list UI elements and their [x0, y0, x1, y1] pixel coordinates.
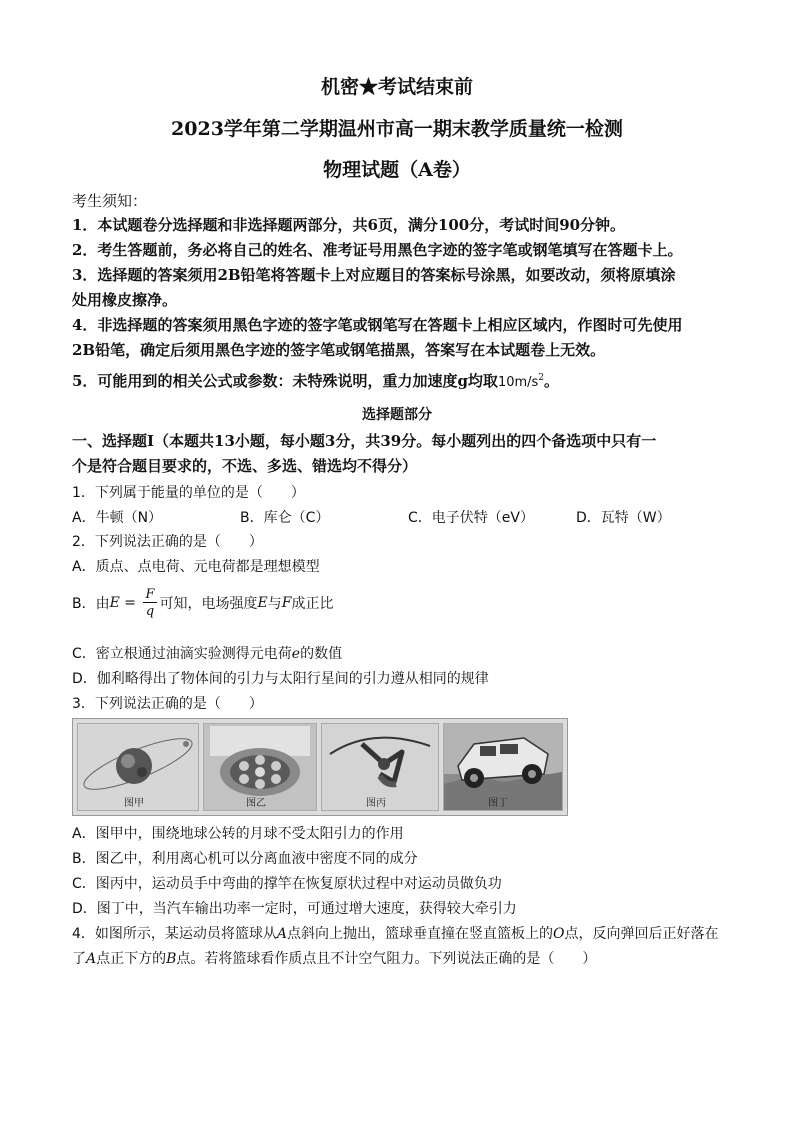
- q1-option-d: D．瓦特（W）: [576, 510, 671, 526]
- q3-figure-strip: [72, 718, 568, 816]
- q2-option-b-and: 与: [267, 596, 282, 612]
- symbol-e: E: [257, 595, 268, 611]
- notice-item-4: 4．非选择题的答案须用黑色字迹的签字笔或钢笔写在答题卡上相应区域内，作图时可先使用: [72, 316, 683, 334]
- symbol-charge-e: e: [291, 646, 301, 662]
- figure-bing: [321, 723, 439, 811]
- q1-option-c: C．电子伏特（eV）: [408, 510, 534, 526]
- q1-option-b: B．库仑（C）: [240, 510, 330, 526]
- q3-option-c: C．图丙中，运动员手中弯曲的撑竿在恢复原状过程中对运动员做负功: [72, 876, 502, 892]
- point-b: B: [166, 951, 177, 967]
- notice-item-5: [72, 370, 559, 391]
- caption-yi: 图乙: [246, 798, 266, 809]
- q2-option-b-mid: 可知，电场强度: [159, 596, 258, 612]
- part1-instructions: 一、选择题Ⅰ（本题共13小题，每小题3分，共39分。每小题列出的四个备选项中只有一: [72, 432, 657, 450]
- q2-option-b-prefix: B．由: [72, 596, 110, 612]
- confidential-label: 机密★考试结束前: [320, 76, 473, 98]
- q3-option-a: A．图甲中，围绕地球公转的月球不受太阳引力的作用: [72, 826, 404, 842]
- q2-option-b: [72, 588, 333, 618]
- formula-fraction: [143, 588, 156, 618]
- figure-yi: [203, 723, 317, 811]
- q4-line2-b: 点正下方的: [96, 951, 167, 967]
- q4-line2-c: 点。若将篮球看作质点且不计空气阻力。下列说法正确的是（ ）: [176, 951, 597, 967]
- q4-line1-a: 4．如图所示，某运动员将篮球从: [72, 926, 277, 942]
- q4-stem: [72, 923, 719, 943]
- point-a-2: A: [86, 951, 97, 967]
- q2-option-b-suffix: 成正比: [291, 596, 334, 612]
- q4-line1-b: 点斜向上抛出，篮球垂直撞在竖直篮板上的: [287, 926, 554, 942]
- point-o: O: [553, 926, 565, 942]
- notice-title: 考生须知：: [72, 192, 148, 210]
- part1-instructions-cont: 个是符合题目要求的，不选、多选、错选均不得分）: [72, 457, 418, 475]
- q2-option-c-suffix: 的数值: [300, 646, 343, 662]
- q2-option-c-prefix: C．密立根通过油滴实验测得元电荷: [72, 646, 292, 662]
- symbol-f: F: [281, 595, 292, 611]
- q1-stem: 1．下列属于能量的单位的是（ ）: [72, 485, 305, 501]
- notice-item-3-cont: 处用橡皮擦净。: [72, 291, 178, 309]
- fraction-denominator: q: [145, 604, 155, 619]
- q1-option-a: A．牛顿（N）: [72, 510, 163, 526]
- notice-item-1: 1．本试题卷分选择题和非选择题两部分，共6页，满分100分，考试时间90分钟。: [72, 216, 626, 234]
- q4-line1-c: 点，反向弹回后正好落在: [564, 926, 719, 942]
- figure-ding: [443, 723, 563, 811]
- q2-stem: 2．下列说法正确的是（ ）: [72, 534, 263, 550]
- q2-option-a: A．质点、点电荷、元电荷都是理想模型: [72, 559, 320, 575]
- caption-jia: 图甲: [124, 798, 144, 809]
- formula-e: E: [109, 595, 120, 611]
- notice-item-5-text: 5．可能用到的相关公式或参数：未特殊说明，重力加速度g均取: [72, 372, 498, 390]
- q3-option-b: B．图乙中，利用离心机可以分离血液中密度不同的成分: [72, 851, 418, 867]
- exam-title: 2023学年第二学期温州市高一期末教学质量统一检测: [171, 118, 623, 140]
- q2-option-c: [72, 643, 342, 663]
- section-title: 选择题部分: [362, 407, 432, 423]
- caption-bing: 图丙: [366, 798, 386, 809]
- gravity-exponent: 2: [538, 373, 545, 383]
- gravity-value: 10m/s: [497, 375, 539, 390]
- notice-item-2: 2．考生答题前，务必将自己的姓名、准考证号用黑色字迹的签字笔或钢笔填写在答题卡上。: [72, 241, 683, 259]
- notice-item-3: 3．选择题的答案须用2B铅笔将答题卡上对应题目的答案标号涂黑，如要改动，须将原填涂: [72, 266, 676, 284]
- paper-title: 物理试题（A卷）: [323, 159, 471, 181]
- q4-line2-a: 了: [72, 951, 86, 967]
- q3-option-d: D．图丁中，当汽车输出功率一定时，可通过增大速度，获得较大牵引力: [72, 901, 517, 917]
- q4-stem-cont: [72, 948, 596, 968]
- fraction-numerator: F: [145, 587, 155, 602]
- figure-jia: [77, 723, 199, 811]
- caption-ding: 图丁: [488, 798, 508, 809]
- q3-stem: 3．下列说法正确的是（ ）: [72, 696, 263, 712]
- point-a: A: [276, 926, 288, 942]
- formula-equals: =: [119, 595, 141, 611]
- q2-option-d: D．伽利略得出了物体间的引力与太阳行星间的引力遵从相同的规律: [72, 671, 489, 687]
- notice-item-4-cont: 2B铅笔，确定后须用黑色字迹的签字笔或钢笔描黑，答案写在本试题卷上无效。: [72, 341, 606, 359]
- notice-item-5-end: 。: [544, 372, 560, 390]
